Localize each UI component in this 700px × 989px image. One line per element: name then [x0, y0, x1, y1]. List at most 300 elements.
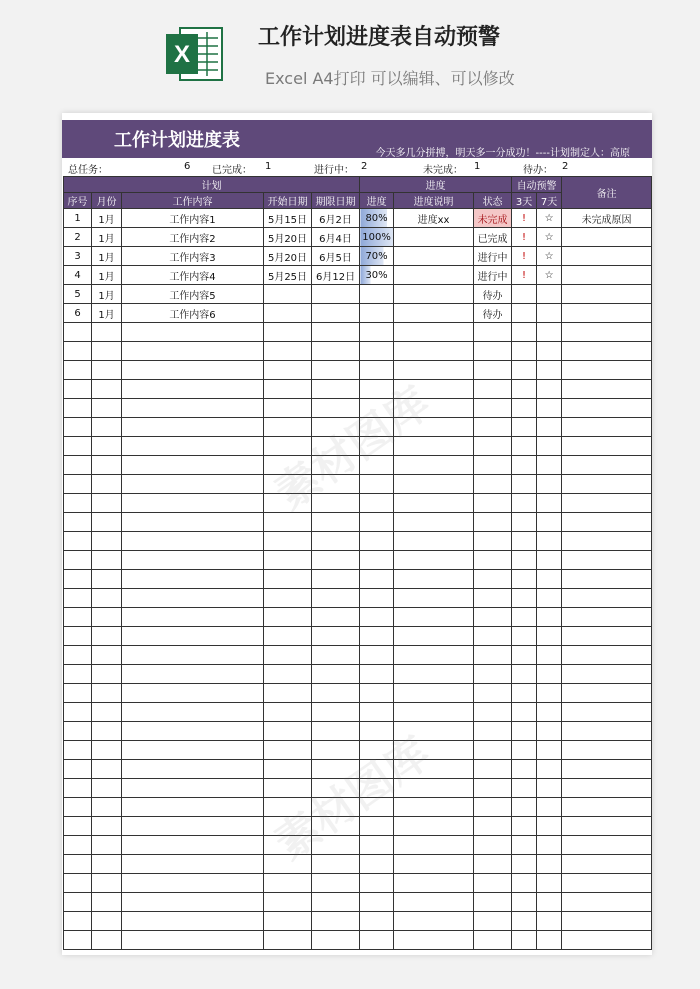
cell-warning-3day[interactable] [512, 304, 537, 323]
empty-cell[interactable] [360, 722, 394, 741]
empty-cell[interactable] [394, 912, 474, 931]
cell-warning-3day[interactable]: ! [512, 228, 537, 247]
cell-status[interactable]: 进行中 [474, 247, 512, 266]
cell-content[interactable]: 工作内容2 [122, 228, 264, 247]
empty-cell[interactable] [360, 855, 394, 874]
cell-start-date[interactable]: 5月25日 [264, 266, 312, 285]
empty-cell[interactable] [474, 779, 512, 798]
empty-cell[interactable] [562, 513, 652, 532]
empty-cell[interactable] [512, 418, 537, 437]
cell-remark[interactable] [562, 285, 652, 304]
empty-cell[interactable] [537, 817, 562, 836]
empty-cell[interactable] [394, 836, 474, 855]
cell-start-date[interactable]: 5月20日 [264, 247, 312, 266]
empty-cell[interactable] [394, 399, 474, 418]
empty-cell[interactable] [64, 627, 92, 646]
empty-cell[interactable] [312, 342, 360, 361]
empty-cell[interactable] [512, 380, 537, 399]
empty-cell[interactable] [474, 361, 512, 380]
empty-cell[interactable] [92, 399, 122, 418]
empty-cell[interactable] [264, 912, 312, 931]
empty-cell[interactable] [64, 513, 92, 532]
empty-cell[interactable] [537, 418, 562, 437]
empty-cell[interactable] [264, 760, 312, 779]
empty-cell[interactable] [122, 323, 264, 342]
empty-cell[interactable] [92, 570, 122, 589]
empty-cell[interactable] [562, 323, 652, 342]
done-value[interactable]: 1 [265, 161, 272, 172]
cell-warning-7day[interactable] [537, 285, 562, 304]
empty-cell[interactable] [537, 513, 562, 532]
empty-cell[interactable] [122, 570, 264, 589]
empty-cell[interactable] [92, 551, 122, 570]
empty-cell[interactable] [512, 817, 537, 836]
empty-cell[interactable] [474, 437, 512, 456]
empty-cell[interactable] [394, 323, 474, 342]
empty-cell[interactable] [512, 323, 537, 342]
empty-cell[interactable] [537, 931, 562, 950]
empty-cell[interactable] [394, 627, 474, 646]
empty-cell[interactable] [562, 760, 652, 779]
empty-cell[interactable] [512, 627, 537, 646]
empty-cell[interactable] [264, 418, 312, 437]
empty-cell[interactable] [122, 665, 264, 684]
cell-remark[interactable] [562, 247, 652, 266]
empty-cell[interactable] [264, 874, 312, 893]
empty-cell[interactable] [562, 380, 652, 399]
empty-cell[interactable] [562, 798, 652, 817]
empty-cell[interactable] [360, 456, 394, 475]
cell-no[interactable]: 6 [64, 304, 92, 323]
empty-cell[interactable] [122, 798, 264, 817]
empty-cell[interactable] [474, 456, 512, 475]
empty-cell[interactable] [360, 893, 394, 912]
empty-cell[interactable] [64, 589, 92, 608]
empty-cell[interactable] [537, 399, 562, 418]
empty-cell[interactable] [562, 608, 652, 627]
empty-cell[interactable] [92, 760, 122, 779]
cell-progress-note[interactable] [394, 247, 474, 266]
empty-cell[interactable] [92, 418, 122, 437]
empty-cell[interactable] [122, 741, 264, 760]
empty-cell[interactable] [312, 475, 360, 494]
empty-cell[interactable] [64, 931, 92, 950]
empty-cell[interactable] [474, 741, 512, 760]
empty-cell[interactable] [122, 836, 264, 855]
empty-cell[interactable] [360, 931, 394, 950]
empty-cell[interactable] [122, 418, 264, 437]
empty-cell[interactable] [537, 703, 562, 722]
empty-cell[interactable] [512, 760, 537, 779]
empty-cell[interactable] [122, 684, 264, 703]
empty-cell[interactable] [474, 494, 512, 513]
empty-cell[interactable] [474, 399, 512, 418]
cell-warning-3day[interactable]: ! [512, 209, 537, 228]
empty-cell[interactable] [537, 893, 562, 912]
empty-cell[interactable] [512, 399, 537, 418]
empty-cell[interactable] [562, 779, 652, 798]
empty-cell[interactable] [512, 608, 537, 627]
empty-cell[interactable] [537, 722, 562, 741]
empty-cell[interactable] [537, 798, 562, 817]
empty-cell[interactable] [360, 912, 394, 931]
empty-cell[interactable] [92, 684, 122, 703]
empty-cell[interactable] [562, 399, 652, 418]
empty-cell[interactable] [64, 722, 92, 741]
cell-month[interactable]: 1月 [92, 266, 122, 285]
empty-cell[interactable] [312, 456, 360, 475]
empty-cell[interactable] [474, 418, 512, 437]
empty-cell[interactable] [92, 798, 122, 817]
cell-progress[interactable]: 70% [360, 247, 394, 266]
empty-cell[interactable] [92, 646, 122, 665]
empty-cell[interactable] [562, 722, 652, 741]
empty-cell[interactable] [92, 342, 122, 361]
empty-cell[interactable] [360, 342, 394, 361]
empty-cell[interactable] [474, 551, 512, 570]
empty-cell[interactable] [537, 342, 562, 361]
empty-cell[interactable] [122, 608, 264, 627]
empty-cell[interactable] [64, 399, 92, 418]
empty-cell[interactable] [512, 513, 537, 532]
total-value[interactable]: 6 [184, 161, 191, 172]
empty-cell[interactable] [92, 741, 122, 760]
empty-cell[interactable] [122, 779, 264, 798]
empty-cell[interactable] [312, 665, 360, 684]
empty-cell[interactable] [394, 760, 474, 779]
empty-cell[interactable] [312, 361, 360, 380]
empty-cell[interactable] [64, 836, 92, 855]
empty-cell[interactable] [512, 741, 537, 760]
empty-cell[interactable] [394, 893, 474, 912]
empty-cell[interactable] [122, 342, 264, 361]
empty-cell[interactable] [264, 703, 312, 722]
empty-cell[interactable] [64, 532, 92, 551]
empty-cell[interactable] [360, 513, 394, 532]
cell-remark[interactable] [562, 266, 652, 285]
empty-cell[interactable] [92, 380, 122, 399]
empty-cell[interactable] [264, 456, 312, 475]
empty-cell[interactable] [264, 380, 312, 399]
empty-cell[interactable] [64, 665, 92, 684]
empty-cell[interactable] [474, 893, 512, 912]
cell-start-date[interactable] [264, 304, 312, 323]
empty-cell[interactable] [64, 475, 92, 494]
empty-cell[interactable] [312, 779, 360, 798]
empty-cell[interactable] [474, 589, 512, 608]
empty-cell[interactable] [360, 608, 394, 627]
empty-cell[interactable] [562, 741, 652, 760]
empty-cell[interactable] [394, 798, 474, 817]
empty-cell[interactable] [474, 646, 512, 665]
empty-cell[interactable] [64, 855, 92, 874]
empty-cell[interactable] [312, 722, 360, 741]
empty-cell[interactable] [360, 798, 394, 817]
empty-cell[interactable] [92, 513, 122, 532]
empty-cell[interactable] [537, 532, 562, 551]
empty-cell[interactable] [264, 475, 312, 494]
empty-cell[interactable] [92, 665, 122, 684]
empty-cell[interactable] [312, 323, 360, 342]
empty-cell[interactable] [312, 646, 360, 665]
cell-status[interactable]: 未完成 [474, 209, 512, 228]
empty-cell[interactable] [122, 513, 264, 532]
empty-cell[interactable] [394, 779, 474, 798]
empty-cell[interactable] [474, 760, 512, 779]
empty-cell[interactable] [122, 646, 264, 665]
empty-cell[interactable] [312, 532, 360, 551]
empty-cell[interactable] [312, 855, 360, 874]
empty-cell[interactable] [64, 741, 92, 760]
cell-progress-note[interactable] [394, 304, 474, 323]
cell-status[interactable]: 已完成 [474, 228, 512, 247]
empty-cell[interactable] [92, 817, 122, 836]
empty-cell[interactable] [562, 665, 652, 684]
empty-cell[interactable] [562, 836, 652, 855]
empty-cell[interactable] [64, 418, 92, 437]
empty-cell[interactable] [537, 874, 562, 893]
empty-cell[interactable] [360, 760, 394, 779]
cell-warning-3day[interactable]: ! [512, 266, 537, 285]
empty-cell[interactable] [474, 608, 512, 627]
empty-cell[interactable] [512, 798, 537, 817]
cell-month[interactable]: 1月 [92, 285, 122, 304]
empty-cell[interactable] [264, 931, 312, 950]
empty-cell[interactable] [64, 798, 92, 817]
empty-cell[interactable] [64, 494, 92, 513]
empty-cell[interactable] [562, 570, 652, 589]
empty-cell[interactable] [64, 760, 92, 779]
empty-cell[interactable] [360, 589, 394, 608]
empty-cell[interactable] [92, 323, 122, 342]
empty-cell[interactable] [64, 342, 92, 361]
empty-cell[interactable] [312, 570, 360, 589]
empty-cell[interactable] [312, 817, 360, 836]
empty-cell[interactable] [264, 722, 312, 741]
empty-cell[interactable] [474, 703, 512, 722]
empty-cell[interactable] [474, 380, 512, 399]
empty-cell[interactable] [122, 817, 264, 836]
empty-cell[interactable] [92, 437, 122, 456]
empty-cell[interactable] [512, 456, 537, 475]
empty-cell[interactable] [264, 684, 312, 703]
empty-cell[interactable] [264, 836, 312, 855]
empty-cell[interactable] [512, 589, 537, 608]
empty-cell[interactable] [312, 494, 360, 513]
empty-cell[interactable] [122, 532, 264, 551]
cell-progress[interactable] [360, 304, 394, 323]
empty-cell[interactable] [394, 589, 474, 608]
empty-cell[interactable] [537, 323, 562, 342]
empty-cell[interactable] [312, 608, 360, 627]
cell-no[interactable]: 2 [64, 228, 92, 247]
empty-cell[interactable] [512, 646, 537, 665]
empty-cell[interactable] [312, 798, 360, 817]
empty-cell[interactable] [92, 627, 122, 646]
empty-cell[interactable] [537, 608, 562, 627]
empty-cell[interactable] [512, 722, 537, 741]
empty-cell[interactable] [312, 684, 360, 703]
empty-cell[interactable] [562, 855, 652, 874]
empty-cell[interactable] [512, 855, 537, 874]
empty-cell[interactable] [64, 570, 92, 589]
cell-warning-7day[interactable]: ☆ [537, 247, 562, 266]
empty-cell[interactable] [562, 456, 652, 475]
empty-cell[interactable] [512, 893, 537, 912]
empty-cell[interactable] [264, 342, 312, 361]
empty-cell[interactable] [537, 855, 562, 874]
cell-no[interactable]: 5 [64, 285, 92, 304]
empty-cell[interactable] [512, 931, 537, 950]
empty-cell[interactable] [264, 361, 312, 380]
empty-cell[interactable] [537, 475, 562, 494]
empty-cell[interactable] [122, 874, 264, 893]
empty-cell[interactable] [562, 494, 652, 513]
empty-cell[interactable] [562, 646, 652, 665]
empty-cell[interactable] [312, 931, 360, 950]
empty-cell[interactable] [64, 893, 92, 912]
empty-cell[interactable] [394, 551, 474, 570]
empty-cell[interactable] [537, 437, 562, 456]
cell-warning-7day[interactable]: ☆ [537, 266, 562, 285]
empty-cell[interactable] [360, 418, 394, 437]
empty-cell[interactable] [92, 779, 122, 798]
empty-cell[interactable] [312, 893, 360, 912]
cell-progress-note[interactable]: 进度xx [394, 209, 474, 228]
empty-cell[interactable] [474, 798, 512, 817]
empty-cell[interactable] [474, 627, 512, 646]
empty-cell[interactable] [264, 437, 312, 456]
empty-cell[interactable] [360, 494, 394, 513]
empty-cell[interactable] [312, 760, 360, 779]
empty-cell[interactable] [360, 646, 394, 665]
empty-cell[interactable] [562, 912, 652, 931]
cell-due-date[interactable] [312, 285, 360, 304]
empty-cell[interactable] [562, 551, 652, 570]
empty-cell[interactable] [360, 532, 394, 551]
empty-cell[interactable] [64, 684, 92, 703]
empty-cell[interactable] [64, 817, 92, 836]
empty-cell[interactable] [394, 684, 474, 703]
cell-warning-7day[interactable]: ☆ [537, 228, 562, 247]
empty-cell[interactable] [122, 722, 264, 741]
empty-cell[interactable] [512, 703, 537, 722]
empty-cell[interactable] [312, 513, 360, 532]
cell-month[interactable]: 1月 [92, 247, 122, 266]
empty-cell[interactable] [394, 494, 474, 513]
empty-cell[interactable] [394, 380, 474, 399]
cell-warning-7day[interactable] [537, 304, 562, 323]
empty-cell[interactable] [474, 855, 512, 874]
empty-cell[interactable] [92, 608, 122, 627]
cell-status[interactable]: 待办 [474, 285, 512, 304]
empty-cell[interactable] [537, 912, 562, 931]
empty-cell[interactable] [394, 817, 474, 836]
cell-content[interactable]: 工作内容3 [122, 247, 264, 266]
cell-content[interactable]: 工作内容1 [122, 209, 264, 228]
cell-month[interactable]: 1月 [92, 228, 122, 247]
empty-cell[interactable] [64, 551, 92, 570]
cell-content[interactable]: 工作内容4 [122, 266, 264, 285]
empty-cell[interactable] [360, 361, 394, 380]
empty-cell[interactable] [360, 836, 394, 855]
empty-cell[interactable] [474, 817, 512, 836]
empty-cell[interactable] [474, 874, 512, 893]
empty-cell[interactable] [394, 437, 474, 456]
empty-cell[interactable] [474, 475, 512, 494]
empty-cell[interactable] [360, 570, 394, 589]
cell-progress[interactable] [360, 285, 394, 304]
empty-cell[interactable] [562, 684, 652, 703]
empty-cell[interactable] [122, 589, 264, 608]
cell-warning-3day[interactable]: ! [512, 247, 537, 266]
empty-cell[interactable] [512, 912, 537, 931]
empty-cell[interactable] [537, 494, 562, 513]
empty-cell[interactable] [512, 665, 537, 684]
empty-cell[interactable] [264, 779, 312, 798]
empty-cell[interactable] [312, 912, 360, 931]
cell-content[interactable]: 工作内容5 [122, 285, 264, 304]
empty-cell[interactable] [537, 646, 562, 665]
empty-cell[interactable] [360, 399, 394, 418]
empty-cell[interactable] [264, 855, 312, 874]
empty-cell[interactable] [122, 627, 264, 646]
empty-cell[interactable] [122, 475, 264, 494]
empty-cell[interactable] [512, 684, 537, 703]
empty-cell[interactable] [512, 836, 537, 855]
empty-cell[interactable] [92, 931, 122, 950]
empty-cell[interactable] [92, 893, 122, 912]
cell-progress-note[interactable] [394, 266, 474, 285]
empty-cell[interactable] [562, 874, 652, 893]
cell-no[interactable]: 1 [64, 209, 92, 228]
cell-due-date[interactable]: 6月4日 [312, 228, 360, 247]
empty-cell[interactable] [537, 741, 562, 760]
cell-remark[interactable] [562, 304, 652, 323]
cell-month[interactable]: 1月 [92, 209, 122, 228]
empty-cell[interactable] [92, 589, 122, 608]
empty-cell[interactable] [92, 874, 122, 893]
empty-cell[interactable] [122, 494, 264, 513]
empty-cell[interactable] [474, 323, 512, 342]
empty-cell[interactable] [537, 627, 562, 646]
cell-progress[interactable]: 80% [360, 209, 394, 228]
empty-cell[interactable] [264, 665, 312, 684]
cell-due-date[interactable]: 6月12日 [312, 266, 360, 285]
empty-cell[interactable] [394, 874, 474, 893]
empty-cell[interactable] [312, 380, 360, 399]
empty-cell[interactable] [264, 551, 312, 570]
empty-cell[interactable] [512, 361, 537, 380]
empty-cell[interactable] [394, 703, 474, 722]
empty-cell[interactable] [92, 912, 122, 931]
empty-cell[interactable] [360, 779, 394, 798]
empty-cell[interactable] [394, 513, 474, 532]
empty-cell[interactable] [394, 741, 474, 760]
cell-progress-note[interactable] [394, 285, 474, 304]
empty-cell[interactable] [512, 532, 537, 551]
empty-cell[interactable] [537, 760, 562, 779]
empty-cell[interactable] [64, 456, 92, 475]
empty-cell[interactable] [474, 570, 512, 589]
empty-cell[interactable] [122, 456, 264, 475]
empty-cell[interactable] [360, 741, 394, 760]
undone-value[interactable]: 1 [474, 161, 481, 172]
empty-cell[interactable] [537, 779, 562, 798]
empty-cell[interactable] [264, 532, 312, 551]
empty-cell[interactable] [562, 589, 652, 608]
empty-cell[interactable] [562, 893, 652, 912]
